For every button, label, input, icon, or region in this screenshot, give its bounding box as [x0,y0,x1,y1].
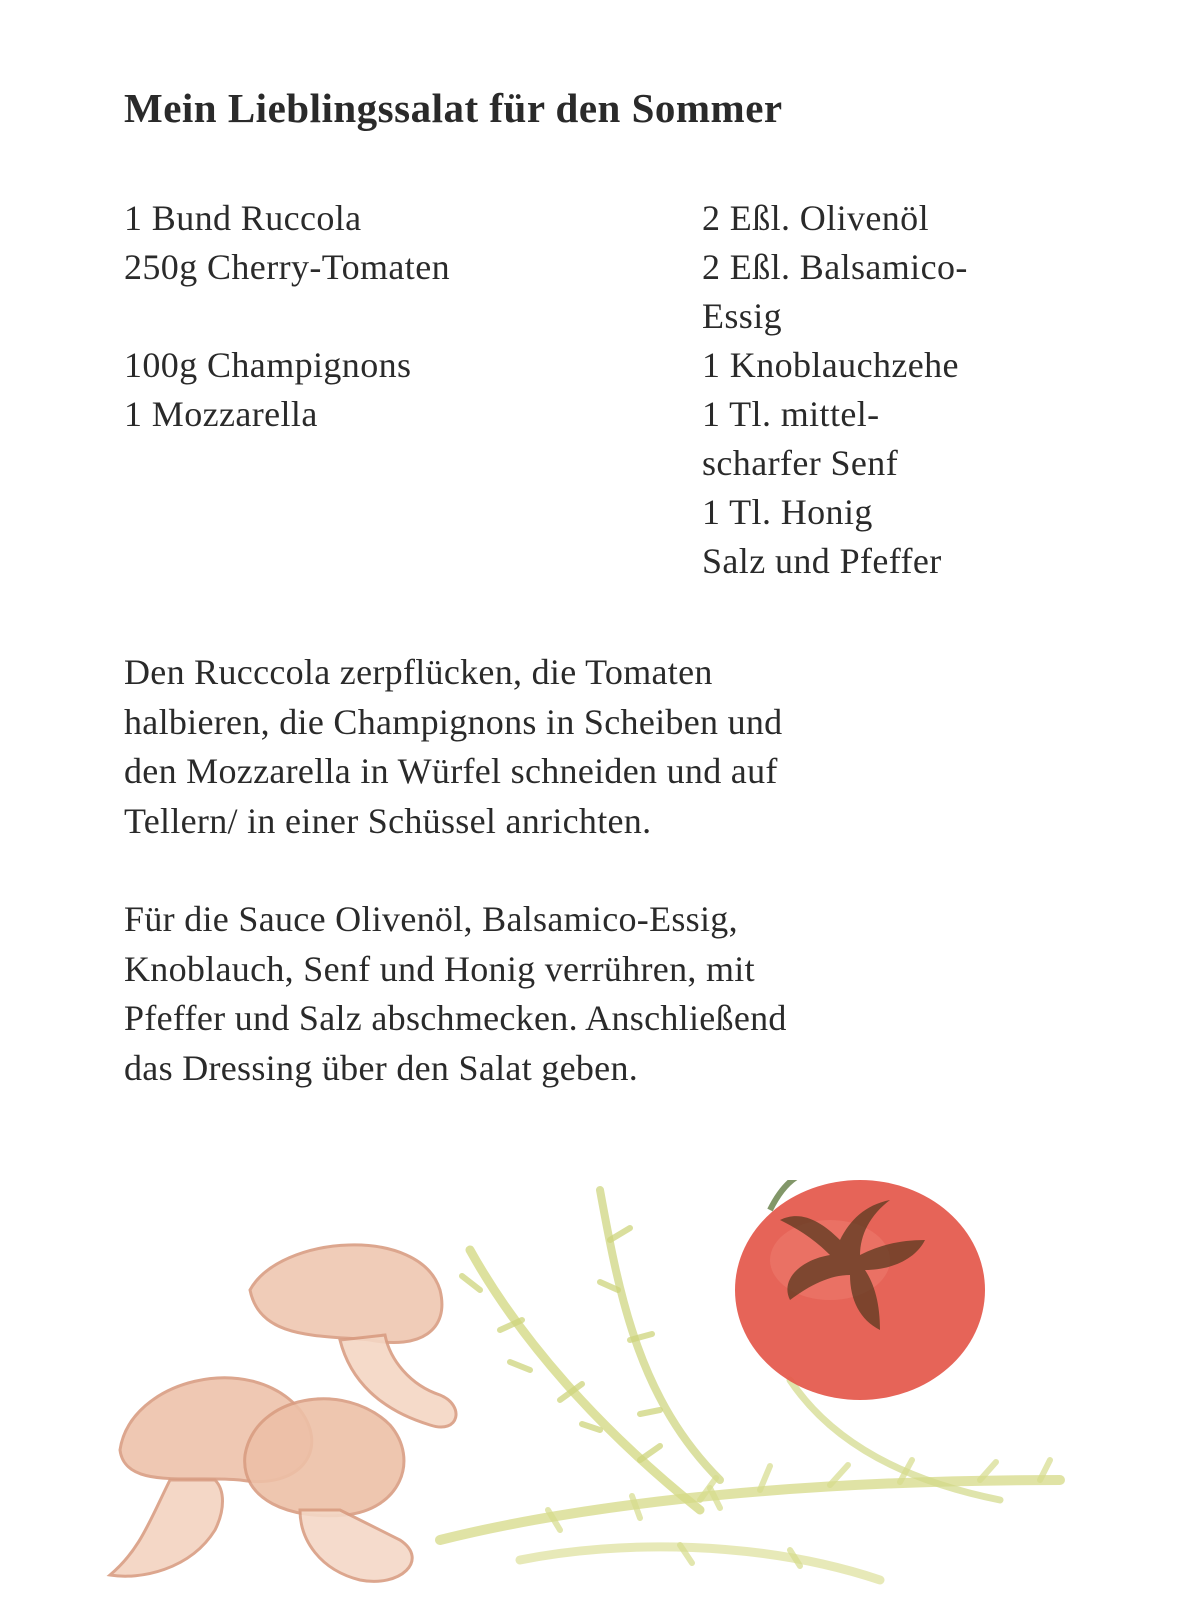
page-title: Mein Lieblingssalat für den Sommer [124,85,783,131]
ingredient-item: scharfer Senf [702,443,899,483]
instruction-line: Pfeffer und Salz abschmecken. Anschließend [124,998,787,1038]
instruction-line: Knoblauch, Senf und Honig verrühren, mit [124,948,755,989]
instruction-paragraph-2 [124,895,787,1093]
ingredient-item: 1 Bund Ruccola [124,198,362,238]
ingredient-list-left [124,194,450,439]
ingredient-spacer [124,292,450,341]
ingredient-item: 1 Tl. mittel- [702,394,880,434]
instruction-line: das Dressing über den Salat geben. [124,1047,639,1088]
ingredient-item: 250g Cherry-Tomaten [124,247,450,287]
mushroom-icon [110,1245,456,1581]
instruction-line: Für die Sauce Olivenöl, Balsamico-Essig, [124,899,738,939]
ingredient-item: 100g Champignons [124,345,412,385]
ingredient-item: 1 Knoblauchzehe [702,345,959,385]
ingredient-item: 1 Mozzarella [124,394,318,434]
instruction-line: den Mozzarella in Würfel schneiden und auf [124,751,778,791]
instruction-paragraph-1 [124,648,782,846]
ingredient-item: 2 Eßl. Olivenöl [702,198,929,238]
instruction-line: halbieren, die Champignons in Scheiben und [124,701,783,742]
ingredient-item: 1 Tl. Honig [702,492,873,532]
tomato-icon [735,1180,985,1400]
ingredient-item: Essig [702,296,783,336]
ingredient-list-right [702,194,968,586]
watercolor-illustration [0,1180,1200,1600]
ingredient-item: Salz und Pfeffer [702,541,942,581]
instruction-line: Tellern/ in einer Schüssel anrichten. [124,800,652,841]
instruction-line: Den Rucccola zerpflücken, die Tomaten [124,652,713,692]
ingredient-item: 2 Eßl. Balsamico- [702,247,968,287]
